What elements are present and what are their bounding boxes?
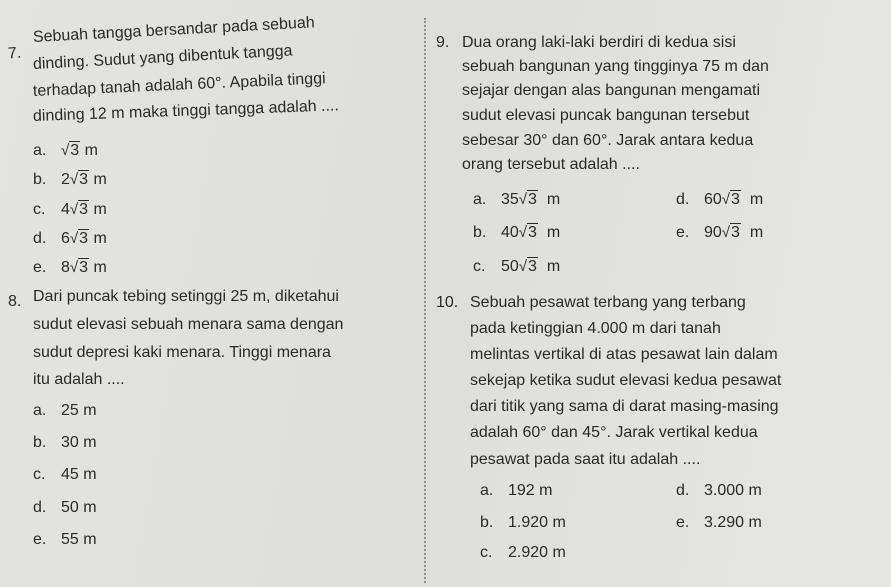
option-unit: m xyxy=(749,191,764,208)
option-unit: m xyxy=(84,142,98,159)
q8-line-2: sudut elevasi sebuah menara sama dengan xyxy=(33,316,344,333)
q10-option-e xyxy=(676,513,762,533)
q10-number: 10. xyxy=(436,294,459,311)
option-text: 3.290 m xyxy=(704,514,762,531)
q9-option-a: a. 35√3 m xyxy=(473,191,561,208)
q9-option-d: d. 60√3 m xyxy=(676,191,764,208)
option-radicand: 3 xyxy=(79,259,89,276)
q10-option-b xyxy=(480,513,566,533)
q10-line-6: adalah 60° dan 45°. Jarak vertikal kedua xyxy=(470,424,758,441)
option-text: 50 m xyxy=(61,499,97,516)
q8-line-3: sudut depresi kaki menara. Tinggi menara xyxy=(33,344,331,361)
option-letter: c. xyxy=(33,201,46,218)
q10-line-4: sekejap ketika sudut elevasi kedua pesawat xyxy=(470,372,782,389)
q9-option-c: c. 50√3 m xyxy=(473,258,561,275)
option-letter: d. xyxy=(676,191,690,208)
option-letter: c. xyxy=(33,466,46,483)
option-letter: c. xyxy=(473,258,486,275)
option-text: 25 m xyxy=(61,402,97,419)
q8-option-d xyxy=(33,498,97,518)
option-radicand: 3 xyxy=(528,191,537,208)
option-text: 3.000 m xyxy=(704,482,762,499)
option-letter: d. xyxy=(676,482,690,499)
option-unit: m xyxy=(93,171,107,188)
option-unit: m xyxy=(546,191,561,208)
option-unit: m xyxy=(93,259,107,276)
option-radicand: 3 xyxy=(79,171,89,188)
q10-option-c xyxy=(480,543,566,563)
q7-option-a: a. √3 m xyxy=(33,142,98,159)
q7-option-c: c. 4√3 m xyxy=(33,201,107,218)
option-letter: b. xyxy=(473,224,487,241)
q9-line-1: Dua orang laki-laki berdiri di kedua sisi xyxy=(462,34,736,51)
option-text: 30 m xyxy=(61,434,97,451)
option-radicand: 3 xyxy=(528,224,537,241)
option-text: 55 m xyxy=(61,531,97,548)
q7-number: 7. xyxy=(7,44,22,63)
option-radicand: 3 xyxy=(79,230,89,247)
q7-option-b: b. 2√3 m xyxy=(33,171,107,188)
q8-option-c xyxy=(33,465,97,485)
option-letter: b. xyxy=(33,434,47,451)
q10-option-a xyxy=(480,481,552,501)
option-coef: 90 xyxy=(704,224,722,241)
q7-option-d: d. 6√3 m xyxy=(33,230,107,247)
option-unit: m xyxy=(749,224,764,241)
column-divider xyxy=(424,18,426,583)
option-text: 192 m xyxy=(508,482,553,499)
option-text: 1.920 m xyxy=(508,514,566,531)
q9-option-b: b. 40√3 m xyxy=(473,224,561,241)
q8-option-a xyxy=(33,401,97,421)
option-coef: 35 xyxy=(501,191,519,208)
option-radicand: 3 xyxy=(70,142,80,159)
q9-line-6: orang tersebut adalah .... xyxy=(462,156,640,173)
option-coef: 2 xyxy=(61,171,70,188)
q10-line-1: Sebuah pesawat terbang yang terbang xyxy=(470,294,746,311)
q8-option-e xyxy=(33,530,97,550)
q7-line-2: dinding. Sudut yang dibentuk tangga xyxy=(32,42,293,73)
q10-line-7: pesawat pada saat itu adalah .... xyxy=(470,451,701,468)
q10-line-3: melintas vertikal di atas pesawat lain dalam xyxy=(470,346,778,363)
option-unit: m xyxy=(93,230,107,247)
option-letter: b. xyxy=(33,171,47,188)
q9-line-2: sebuah bangunan yang tingginya 75 m dan xyxy=(462,58,769,75)
option-coef: 6 xyxy=(61,230,70,247)
q8-option-b xyxy=(33,433,97,453)
q9-line-3: sejajar dengan alas bangunan mengamati xyxy=(462,82,760,99)
option-coef: 60 xyxy=(704,191,722,208)
q10-line-2: pada ketinggian 4.000 m dari tanah xyxy=(470,320,721,337)
q9-option-e: e. 90√3 m xyxy=(676,224,764,241)
option-letter: e. xyxy=(676,224,690,241)
option-letter: e. xyxy=(676,514,690,531)
option-radicand: 3 xyxy=(731,224,740,241)
option-letter: d. xyxy=(33,499,47,516)
q9-number: 9. xyxy=(436,34,450,51)
option-letter: e. xyxy=(33,259,47,276)
q8-line-4: itu adalah .... xyxy=(33,371,125,388)
option-radicand: 3 xyxy=(79,201,89,218)
q10-line-5: dari titik yang sama di darat masing-masing xyxy=(470,398,779,415)
option-unit: m xyxy=(546,258,561,275)
option-text: 45 m xyxy=(61,466,97,483)
q10-option-d xyxy=(676,481,762,501)
option-letter: c. xyxy=(480,544,493,561)
q7-line-3: terhadap tanah adalah 60°. Apabila tinggi xyxy=(32,70,326,100)
option-unit: m xyxy=(93,201,107,218)
option-radicand: 3 xyxy=(528,258,537,275)
option-letter: a. xyxy=(33,402,47,419)
q8-line-1: Dari puncak tebing setinggi 25 m, diketahui xyxy=(33,288,339,305)
option-letter: a. xyxy=(33,142,47,159)
option-coef: 50 xyxy=(501,258,519,275)
option-letter: e. xyxy=(33,531,47,548)
option-coef: 4 xyxy=(61,201,70,218)
option-letter: d. xyxy=(33,230,47,247)
option-letter: a. xyxy=(480,482,494,499)
option-coef: 8 xyxy=(61,259,70,276)
option-radicand: 3 xyxy=(731,191,740,208)
option-letter: b. xyxy=(480,514,494,531)
q7-line-1: Sebuah tangga bersandar pada sebuah xyxy=(32,14,316,46)
q7-line-4: dinding 12 m maka tinggi tangga adalah .... xyxy=(32,97,340,125)
option-coef: 40 xyxy=(501,224,519,241)
option-text: 2.920 m xyxy=(508,544,566,561)
option-letter: a. xyxy=(473,191,487,208)
q8-number: 8. xyxy=(8,293,22,310)
option-unit: m xyxy=(546,224,561,241)
q9-line-5: sebesar 30° dan 60°. Jarak antara kedua xyxy=(462,132,754,149)
q9-line-4: sudut elevasi puncak bangunan tersebut xyxy=(462,107,750,124)
q7-option-e: e. 8√3 m xyxy=(33,259,107,276)
